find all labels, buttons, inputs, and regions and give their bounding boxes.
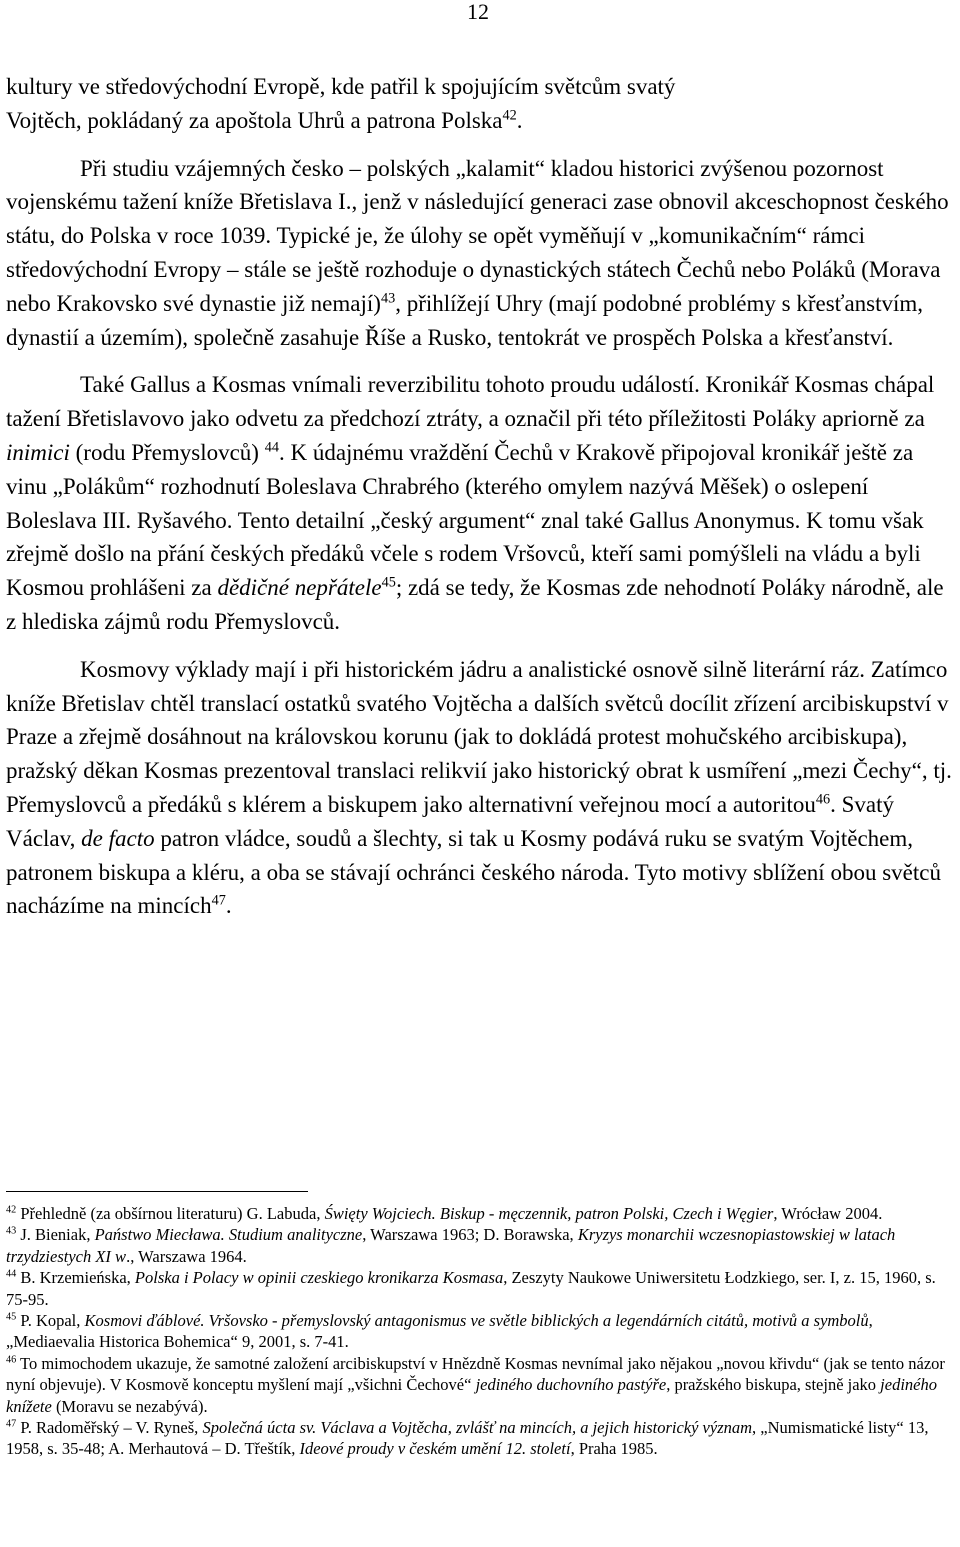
italic-title: Kosmovi ďáblové. Vršovsko - přemyslovský antagonismus ve světle biblických a legendárních citátů, motivů a symbolů: [84, 1311, 869, 1331]
footnote-number: 42: [6, 1204, 17, 1216]
footnote-47: [6, 1417, 956, 1460]
text-run: Kosmovy výklady mají i při historickém jádru a analistické osnově silně literární ráz. Zatímco kníže Břetislav chtěl translací ostatků svatého Vojtěcha a dalších světců docílit zřízení arcibiskupství v Praze a zřejmě dosáhnout na královskou korunu (jak to dokládá protest mohučského arcibiskupa), pražský děkan Kosmas prezentoval translaci relikvií jako historický obrat k usmíření „mezi Čechy“, tj. Přemyslovců a předáků s klérem a biskupem jako alternativní veřejnou mocí a autoritou: [6, 656, 952, 817]
footnote-ref-43[interactable]: 43: [380, 290, 396, 307]
page-number: 12: [467, 0, 489, 24]
footnote-number: 45: [6, 1311, 17, 1323]
footnote-43: [6, 1224, 956, 1267]
italic-title: Ideové proudy v českém umění 12. století: [299, 1439, 571, 1459]
paragraph-1: [6, 70, 958, 138]
italic-title: Kryzys monarchii wczesnopiastowskiej w latach trzydziestych XI w: [6, 1225, 896, 1266]
italic-title: Společná úcta sv. Václava a Vojtěcha, zvlášť na mincích, a jejich historický význam: [202, 1418, 753, 1438]
text-run: , pražského biskupa, stejně jako: [666, 1375, 881, 1395]
text-run: (rodu Přemyslovců): [69, 439, 265, 465]
text-run: patron vládce, soudů a šlechty, si tak u Kosmy podává ruku se svatým Vojtěchem, patronem biskupa a kléru, a oba se stávají ochránci českého národa. Tyto motivy sblížení obou světců nacházíme na mincích: [6, 825, 941, 919]
italic-term: de facto: [81, 825, 155, 851]
text-run: . Svatý Václav,: [6, 791, 895, 851]
text-run: ., Warszawa 1964.: [126, 1246, 247, 1266]
text-run: To mimochodem ukazuje, že samotné založení arcibiskupství v Hnězdně Kosmas nevnímal jako nějakou „novou křivdu“ (jak se tento názor nyní objevuje). V Kosmově konceptu myšlení mají „všichni Čechové“: [6, 1353, 945, 1395]
text-run: , přihlížejí Uhry (mají podobné problémy s křesťanstvím, dynastií a územím), společně zasahuje Říše a Rusko, tentokrát ve prospěch Polska a křesťanství.: [6, 290, 924, 350]
footnote-ref-47[interactable]: 47: [211, 892, 226, 909]
footnote-44: [6, 1267, 956, 1310]
italic-title: Polska i Polacy w opinii czeskiego kronikarza Kosmasa: [134, 1268, 504, 1288]
text-run: kultury ve středovýchodní Evropě, kde patřil k spojujícím světcům svatý: [6, 74, 676, 99]
italic-term: dědičné nepřátele: [217, 575, 382, 601]
text-run: , Praha 1985.: [570, 1439, 658, 1459]
text-run: .: [225, 893, 232, 919]
italic-term: inimici: [6, 439, 70, 465]
paragraph-4: [6, 653, 958, 923]
text-run: (Moravu se nezabývá).: [51, 1396, 208, 1416]
text-run: P. Radoměřský – V. Ryneš,: [16, 1418, 203, 1438]
footnote-ref-46[interactable]: 46: [815, 791, 831, 808]
italic-phrase: jediného duchovního pastýře: [475, 1375, 667, 1395]
text-run: , „Numismatické listy“ 13, 1958, s. 35-48; A. Merhautová – D. Třeštík,: [6, 1418, 929, 1459]
text-run: B. Krzemieńska,: [16, 1268, 135, 1288]
footnotes: [6, 1203, 956, 1460]
paragraph-2: [6, 152, 958, 355]
footnote-ref-45[interactable]: 45: [381, 574, 396, 591]
text-run: Přehledně (za obšírnou literaturu) G. Labuda,: [16, 1204, 325, 1223]
italic-title: Święty Wojciech. Biskup - męczennik, patron Polski, Czech i Węgier: [324, 1204, 774, 1223]
text-run: Také Gallus a Kosmas vnímali reverzibilitu tohoto proudu událostí. Kronikář Kosmas chápal tažení Břetislavovo jako odvetu za předchozí ztráty, a označil při této příležitosti Poláky apriorně za: [6, 372, 935, 432]
text-run: P. Kopal,: [16, 1311, 85, 1331]
text-run: , Wrócław 2004.: [773, 1204, 883, 1223]
footnote-number: 46: [6, 1354, 17, 1366]
footnote-number: 43: [6, 1225, 17, 1237]
text-run: J. Bieniak,: [16, 1225, 95, 1245]
footnote-ref-42[interactable]: 42: [502, 107, 517, 124]
footnote-number: 44: [6, 1268, 17, 1280]
main-text: [6, 70, 958, 923]
footnote-45: [6, 1310, 956, 1353]
text-run: Vojtěch, pokládaný za apoštola Uhrů a patrona Polska: [6, 107, 503, 133]
footnote-42: [6, 1203, 956, 1224]
text-run: , Warszawa 1963; D. Borawska,: [362, 1225, 578, 1245]
footnote-number: 47: [6, 1418, 17, 1430]
italic-phrase: jediného knížete: [6, 1375, 937, 1416]
footnote-separator: [6, 1191, 308, 1192]
text-run: , Zeszyty Naukowe Uniwersitetu Łodzkiego, ser. I, z. 15, 1960, s. 75-95.: [6, 1268, 936, 1309]
text-run: , „Mediaevalia Historica Bohemica“ 9, 2001, s. 7-41.: [6, 1311, 873, 1352]
italic-title: Państwo Miecława. Studium analityczne: [94, 1225, 363, 1245]
paragraph-3: [6, 368, 958, 638]
text-run: . K údajnému vraždění Čechů v Krakově připojoval kronikář ještě za vinu „Polákům“ rozhodnutí Boleslava Chrabrého (kterého omylem nazývá Měšek) o oslepení Boleslava III. Ryšavého. Tento detailní „český argument“ znal také Gallus Anonymus. K tomu však zřejmě došlo na přání českých předáků včele s rodem Vršovců, kteří sami pomýšleli na vládu a byli Kosmou prohlášeni za: [6, 439, 924, 601]
text-run: .: [516, 107, 523, 133]
footnote-46: [6, 1353, 956, 1417]
text-run: ; zdá se tedy, že Kosmas zde nehodnotí Poláky národně, ale z hlediska zájmů rodu Přemyslovců.: [6, 575, 944, 634]
text-run: Při studiu vzájemných česko – polských „kalamit“ kladou historici zvýšenou pozornost vojenskému tažení kníže Břetislava I., jenž v následující generaci zase obnovil akceschopnost českého státu, do Polska v roce 1039. Typické je, že úlohy se opět vyměňují v „komunikačním“ rámci středovýchodní Evropy – stále se ještě rozhoduje o dynastických státech Čechů nebo Poláků (Morava nebo Krakovsko své dynastie již nemají): [6, 155, 949, 316]
footnote-ref-44[interactable]: 44: [264, 439, 279, 456]
